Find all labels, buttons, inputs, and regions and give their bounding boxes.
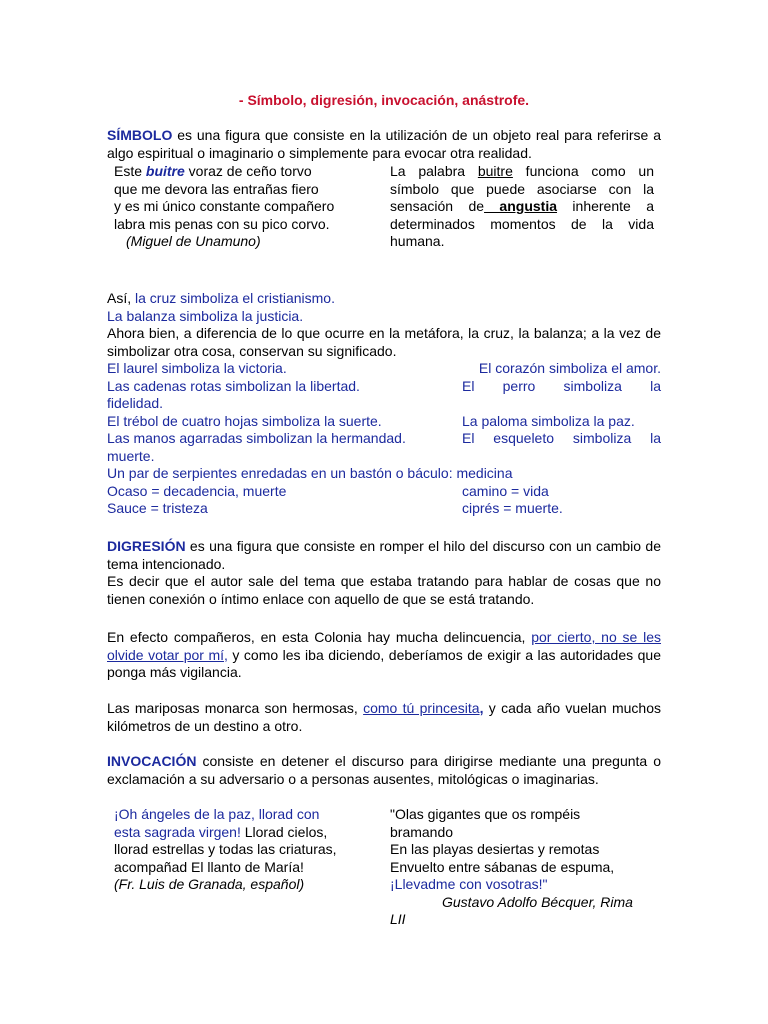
simbolo-examples <box>107 290 661 518</box>
poem-line: ¡Oh ángeles de la paz, llorad con <box>114 806 320 822</box>
unamuno-poem <box>114 163 334 251</box>
simbolo-definition: SÍMBOLO es una figura que consiste en la utilización de un objeto real para referirse a algo espiritual o imaginario o simplemente para evocar otra realidad. <box>107 127 661 161</box>
digresion-example-1: En efecto compañeros, en esta Colonia hay mucha delincuencia, por cierto, no se les olvide votar por mí, y como les iba diciendo, deberíamos de exigir a las autoridades que ponga más vigilancia. <box>107 629 662 680</box>
symbol-wrap: fidelidad. <box>107 395 164 411</box>
symbol-pair: El laurel simboliza la victoria. El corazón simboliza el amor. <box>107 360 661 376</box>
poem-line: ¡Llevadme con vosotras!" <box>390 876 548 892</box>
symbol-pair: Ocaso = decadencia, muerte camino = vida <box>107 482 549 499</box>
serpientes-line: Un par de serpientes enredadas en un bastón o báculo: medicina <box>107 465 513 481</box>
digresion-example-2: Las mariposas monarca son hermosas, como tú princesita, y cada año vuelan muchos kilómetros de un destino a otro. <box>107 700 661 734</box>
invocacion-term: INVOCACIÓN <box>107 753 197 769</box>
digresion-definition: DIGRESIÓN es una figura que consiste en romper el hilo del discurso con un cambio de tema intencionado. <box>107 538 661 572</box>
ahora-bien: Ahora bien, a diferencia de lo que ocurre en la metáfora, la cruz, la balanza; a la vez de simbolizar otra cosa, conservan su significado. <box>107 325 661 359</box>
poem-author: (Fr. Luis de Granada, español) <box>114 876 305 892</box>
poem-line: y es mi único constante compañero <box>114 198 335 214</box>
symbol-pair: Las cadenas rotas simbolizan la libertad. El perro simboliza la <box>107 377 661 394</box>
invocacion-definition: INVOCACIÓN consiste en detener el discurso para dirigirse mediante una pregunta o exclamación a su adversario o a personas ausentes, mitológicas o imaginarias. <box>107 753 661 787</box>
poem-author-cont: LII <box>390 911 406 927</box>
poem-line: que me devora las entrañas fiero <box>114 180 319 197</box>
buitre-highlight: buitre <box>145 163 185 179</box>
poem-line: En las playas desiertas y remotas <box>390 841 600 857</box>
poem-line: llorad estrellas y todas las criaturas, <box>114 841 337 857</box>
poem-line: esta sagrada virgen! Llorad cielos, <box>114 823 328 840</box>
page-title: - Símbolo, digresión, invocación, anástrofe. <box>238 92 530 108</box>
poem-line: Envuelto entre sábanas de espuma, <box>390 858 615 875</box>
poem-line: labra mis penas con su pico corvo. <box>114 215 330 232</box>
poem-line: Este buitre voraz de ceño torvo <box>114 163 312 179</box>
poem-line: bramando <box>390 823 454 840</box>
symbol-pair: Las manos agarradas simbolizan la hermandad. El esqueleto simboliza la <box>107 430 661 446</box>
balanza-line: La balanza simboliza la justicia. <box>107 307 304 324</box>
symbol-pair: El trébol de cuatro hojas simboliza la suerte. La paloma simboliza la paz. <box>107 412 635 429</box>
poem-author: Gustavo Adolfo Bécquer, Rima <box>442 893 633 910</box>
simbolo-term: SÍMBOLO <box>107 127 173 143</box>
digression-link[interactable]: como tú princesita <box>363 700 480 716</box>
buitre-explanation: La palabra buitre funciona como un símbolo que puede asociarse con la sensación de angustia inherente a determinados momentos de la vida humana. <box>390 163 654 249</box>
symbol-wrap: muerte. <box>107 447 155 464</box>
digression-link[interactable]: por cierto, no se les olvide votar por mí <box>107 629 662 663</box>
poem-author: (Miguel de Unamuno) <box>126 233 261 249</box>
granada-poem <box>114 806 337 894</box>
poem-line: "Olas gigantes que os rompéis <box>390 806 581 822</box>
asi-line: Así, la cruz simboliza el cristianismo. <box>107 290 335 306</box>
digresion-term: DIGRESIÓN <box>107 538 186 554</box>
symbol-pair: Sauce = tristeza ciprés = muerte. <box>107 500 563 516</box>
digresion-explanation: Es decir que el autor sale del tema que estaba tratando para hablar de cosas que no tienen conexión o íntimo enlace con aquello de que se está tratando. <box>107 573 661 607</box>
becquer-poem <box>390 806 633 929</box>
poem-line: acompañad El llanto de María! <box>114 858 304 875</box>
